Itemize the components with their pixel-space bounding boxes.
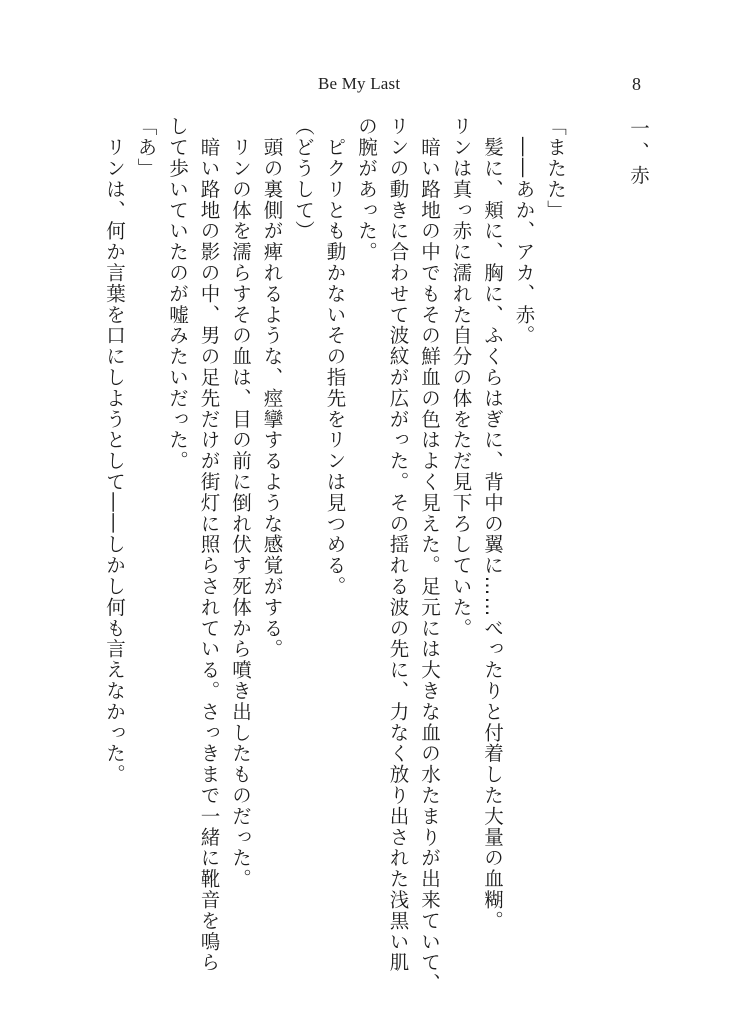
- text-line: 暗い路地の影の中、男の足先だけが街灯に照らされている。さっきまで一緒に靴音を鳴ら: [197, 116, 221, 973]
- spacer: [571, 116, 603, 966]
- text-line: ピクリとも動かないその指先をリンは見つめる。: [323, 116, 347, 597]
- text-line: ――あか、アカ、赤。: [512, 116, 536, 346]
- running-title: Be My Last: [318, 74, 401, 93]
- text-line: して歩いていたのが嘘みたいだった。: [166, 116, 189, 472]
- text-line: リンは、何か言葉を口にしようとして――しかし何も言えなかった。: [103, 116, 126, 785]
- text-line: 「あ」: [134, 116, 158, 179]
- text-line: リンは真っ赤に濡れた自分の体をただ見下ろしていた。: [449, 116, 473, 639]
- text-line: リンの動きに合わせて波紋が広がった。その揺れる波の先に、力なく放り出された浅黒い肌: [386, 116, 410, 973]
- text-line: 髪に、頬に、胸に、ふくらはぎに、背中の翼に……べったりと付着した大量の血糊。: [481, 116, 504, 932]
- text-line: 頭の裏側が痺れるような、痙攣するような感覚がする。: [260, 116, 284, 660]
- chapter-title: 一、赤: [627, 118, 650, 189]
- text-line: 暗い路地の中でもその鮮血の色はよく見えた。足元には大きな血の水たまりが出来ていて、: [418, 116, 441, 994]
- text-line: （どうして）: [292, 116, 315, 242]
- text-line: の腕があった。: [355, 116, 378, 263]
- text-line: リンの体を濡らすその血は、目の前に倒れ伏す死体から噴き出したものだった。: [229, 116, 252, 890]
- text-line: 「またた」: [544, 116, 567, 221]
- page-number: 8: [632, 74, 641, 94]
- vertical-body-text: [64, 116, 654, 994]
